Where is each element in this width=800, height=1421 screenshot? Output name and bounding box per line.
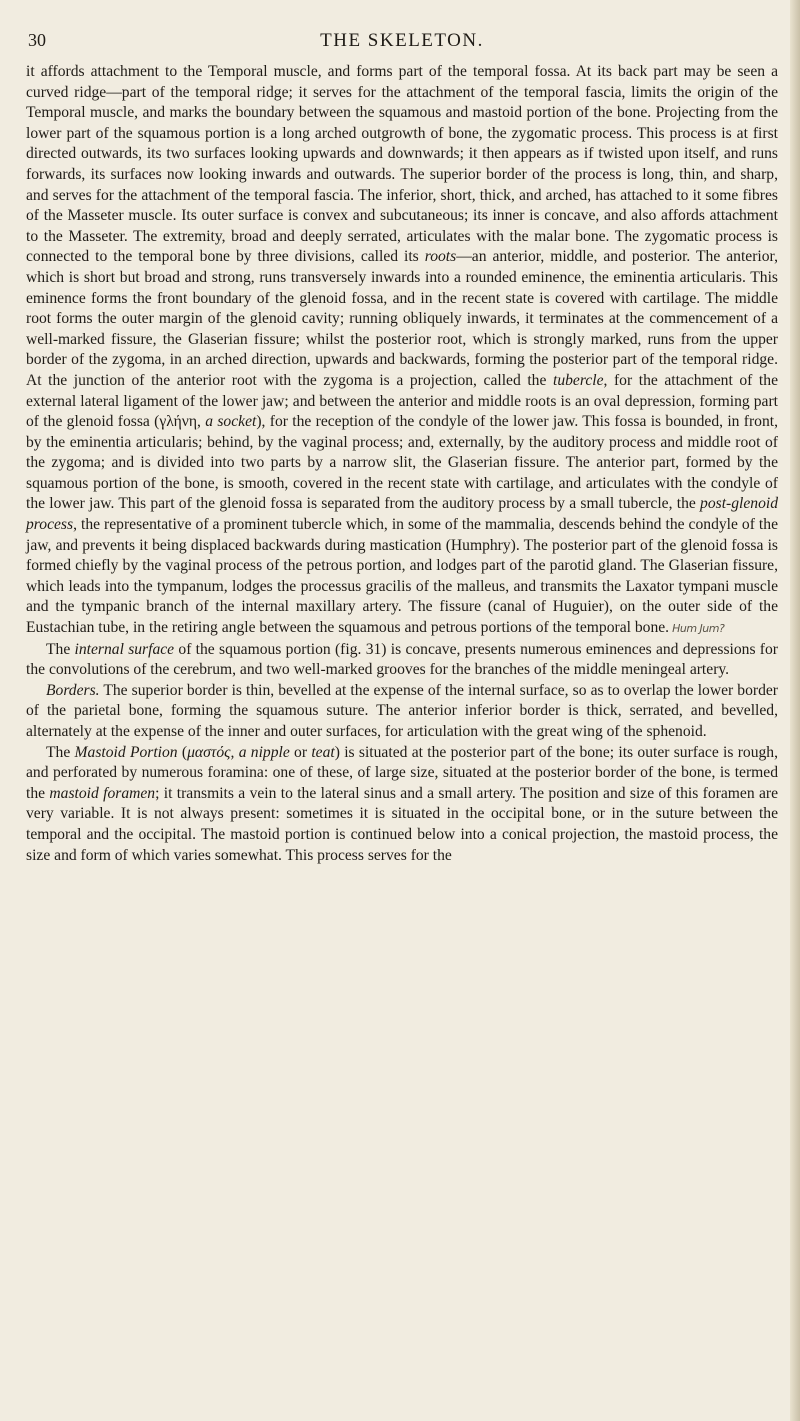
text-run: The [46,743,75,761]
italic-term: mastoid foramen [49,784,156,802]
text-run: of the squamous portion (fig. 31) is concave, presents numerous eminences and depressions for the convolutions of the cerebrum, and two well-marked grooves for the branches of the middle meningeal artery. [26,640,778,679]
paragraph [26,640,778,681]
text-run: it affords attachment to the Temporal muscle, and forms part of the temporal fossa. At its back part may be seen a curved ridge—part of the temporal ridge; it serves for the attachment of the temporal fascia, limits the origin of the Temporal muscle, and marks the boundary between the squamous and mastoid portion of the bone. Projecting from the lower part of the squamous portion is a long arched outgrowth of bone, the zygomatic process. This process is at first directed outwards, its two surfaces looking upwards and downwards; it then appears as if twisted upon itself, and runs forwards, its surfaces now looking inwards and outwards. The superior border of the process is long, thin, and sharp, and serves for the attachment of the temporal fascia. The inferior, short, thick, and arched, has attached to it some fibres of the Masseter muscle. Its outer surface is convex and subcutaneous; its inner is concave, and also affords attachment to the Masseter. The extremity, broad and deeply serrated, articulates with the malar bone. The zygomatic process is connected to the temporal bone by three divisions, called its [26,63,778,266]
italic-term: post-glenoid process [26,495,778,534]
text-run: ; it transmits a vein to the lateral sinus and a small artery. The position and size of this foramen are very variable. It is not always present: sometimes it is situated in the occipital bone, or in the suture between the temporal and the occipital. The mastoid portion is continued below into a conical projection, the mastoid process, the size and form of which varies somewhat. This process serves for the [26,784,778,864]
paragraph [26,681,778,743]
text-run: , for the attachment of the external lateral ligament of the lower jaw; and between the anterior and middle roots is an oval depression, forming part of the glenoid fossa (γλήνη, [26,371,778,431]
italic-term: Borders. [46,681,100,699]
page-number: 30 [28,30,46,50]
italic-term: internal surface [74,640,175,658]
italic-term: a socket [205,413,257,431]
text-run: , the representative of a prominent tubercle which, in some of the mammalia, descends behind the condyle of the jaw, and prevents it being displaced backwards during mastication (Humphry). The posterior part of the glenoid fossa is formed chiefly by the vaginal process of the petrous portion, and lodges part of the parotid gland. The Glaserian fissure, which leads into the tympanum, lodges the processus gracilis of the malleus, and transmits the Laxator tympani muscle and the tympanic branch of the internal maxillary artery. The fissure (canal of Huguier), on the outer side of the Eustachian tube, in the retiring angle between the squamous and petrous portions of the temporal bone. [26,516,778,637]
text-run: ), for the reception of the condyle of the lower jaw. This fossa is bounded, in front, by the eminentia articularis; behind, by the vaginal process; and, externally, by the auditory process and middle root of the zygoma; and is divided into two parts by a narrow slit, the Glaserian fissure. The anterior part, formed by the squamous portion of the bone, is smooth, covered in the recent state with cartilage, and articulates with the condyle of the lower jaw. This part of the glenoid fossa is separated from the auditory process by a small tubercle, the [26,413,779,513]
body-text [26,62,778,866]
text-run: or [289,743,312,761]
text-run: —an anterior, middle, and posterior. The anterior, which is short but broad and strong, runs transversely inwards into a rounded eminence, the eminentia articularis. This eminence forms the front boundary of the glenoid fossa, and in the recent state is covered with cartilage. The middle root forms the outer margin of the glenoid cavity; running obliquely inwards, it terminates at the commencement of a well-marked fissure, the Glaserian fissure; whilst the posterior root, which is strongly marked, runs from the upper border of the zygoma, in an arched direction, upwards and backwards, forming the posterior part of the temporal ridge. At the junction of the anterior root with the zygoma is a projection, called the [26,248,778,389]
page-edge-shadow [790,0,800,1421]
italic-term: tubercle [552,371,604,389]
pencil-annotation: Hum Jum? [669,622,725,636]
italic-term: roots [424,248,457,266]
page-header [26,10,778,54]
italic-term: μαστός, a nipple [187,743,290,761]
paragraph [26,743,778,867]
paragraph [26,62,778,640]
text-run: ) is situated at the posterior part of the bone; its outer surface is rough, and perforated by numerous foramina: one of these, of large size, situated at the posterior border of the bone, is termed the [26,743,778,802]
running-head: THE SKELETON. [320,30,484,51]
italic-term: Mastoid Portion [74,743,178,761]
text-run: ( [177,743,188,761]
italic-term: teat [311,743,335,761]
text-run: The superior border is thin, bevelled at the expense of the internal surface, so as to overlap the lower border of the parietal bone, forming the squamous suture. The anterior inferior border is thick, serrated, and bevelled, alternately at the expense of the inner and outer surfaces, for articulation with the great wing of the sphenoid. [26,681,778,740]
text-run: The [46,640,75,658]
